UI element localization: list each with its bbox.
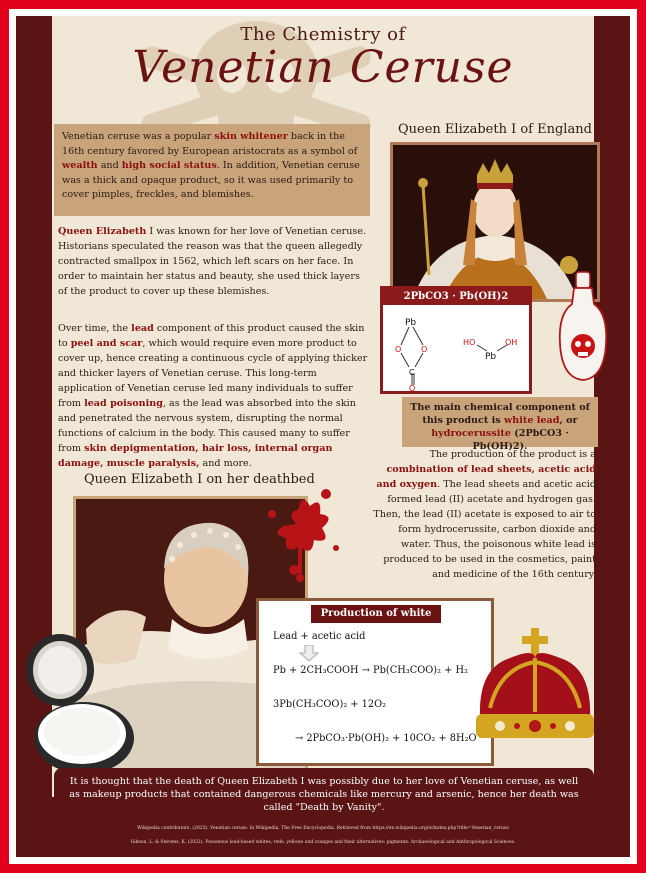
intro-text: . In addition, Venetian ceruse was a thick and opaque product, so it was used primarily to cover pimples, freckles, and blemishes.	[62, 160, 360, 200]
lead-text: component of this product caused the skin to	[58, 323, 365, 349]
intro-highlight: wealth	[62, 160, 98, 171]
lead-highlight: skin depigmentation, hair loss, internal organ damage, muscle paralysis,	[58, 443, 333, 469]
chemical-structure-diagram	[383, 305, 529, 391]
formula-header: 2PbCO3 · Pb(OH)2	[383, 289, 529, 305]
production-text: The production of the product is a	[429, 449, 596, 460]
queen-text: I was known for her love of Venetian ceruse. Historians speculated the reason was that the queen allegedly contracted smallpox in 1562, which left scars on her face. In order to maintain her status and beauty, she used thick layers of the product to cover up these blemishes.	[58, 226, 367, 297]
atom-o-label: O	[409, 384, 416, 391]
poison-bottle-icon	[556, 270, 610, 384]
reference-1: Wikipedia contributors. (2023). Venetian ceruse. In Wikipedia, The Free Encyclopedia. Retrieved from https://en.wikipedia.org/w/index.php?title=Venetian_ceruse	[137, 826, 509, 831]
production-highlight: combination of lead sheets, acetic acid and oxygen	[376, 464, 596, 490]
conclusion-box: It is thought that the death of Queen Elizabeth I was possibly due to her love of Venetian ceruse, as well as makeup products that contained dangerous chemicals like mercury and arsenic, hence her death was called "Death by Vanity".	[54, 768, 594, 820]
production-paragraph	[372, 447, 596, 582]
lead-text: , which would require even more product to cover up, hence creating a continuous cycle of applying thicker and thicker layers of Venetian ceruse. This long-term application of Venetian ceruse led many individuals to suffer from	[58, 338, 368, 409]
lead-highlight: lead	[131, 323, 154, 334]
portrait-label: Queen Elizabeth I of England	[398, 122, 592, 137]
poster	[16, 16, 630, 857]
page-title: Venetian Ceruse	[132, 42, 514, 93]
atom-ho-label: HO	[463, 338, 476, 347]
lead-text: Over time, the	[58, 323, 132, 334]
atom-pb-label: Pb	[485, 352, 497, 362]
svg-text:C: C	[409, 368, 415, 377]
intro-text: back in the 16th century favored by European aristocrats as a symbol of	[62, 131, 358, 157]
down-arrow-icon	[299, 645, 319, 661]
reactants-line: Lead + acetic acid	[273, 631, 366, 642]
production-card	[256, 598, 494, 766]
blood-splatter-icon	[256, 474, 346, 594]
main-component-text: The main chemical component of this product is	[410, 402, 590, 426]
atom-o-label: O	[395, 345, 402, 354]
main-component-box	[402, 397, 598, 452]
intro-box	[54, 124, 370, 216]
main-component-highlight: white lead	[504, 415, 560, 426]
main-component-text: (2PbCO3 · Pb(OH)2).	[472, 428, 569, 452]
reference-2: Gibson, L. & Stevens, K. (2022). Poisonous lead-based whites, reds, yellows and oranges and their alternatives: pigments. Archaeological and Anthropological Sciences.	[130, 840, 516, 845]
equation-1: Pb + 2CH₃COOH → Pb(CH₃COO)₂ + H₂	[273, 665, 468, 676]
queen-paragraph	[58, 224, 368, 299]
formula-card	[380, 286, 532, 394]
lead-highlight: lead poisoning	[84, 398, 163, 409]
lead-paragraph	[58, 321, 370, 471]
title-subheading: The Chemistry of	[240, 24, 406, 45]
atom-o-label: O	[421, 345, 428, 354]
crown-icon	[470, 628, 600, 768]
intro-highlight: high social status	[121, 160, 217, 171]
production-header: Production of white lead	[311, 605, 441, 623]
compact-powder-icon	[22, 628, 142, 778]
queen-highlight: Queen Elizabeth	[58, 226, 147, 237]
intro-text: and	[97, 160, 122, 171]
production-text: . The lead sheets and acetic acid formed lead (II) acetate and hydrogen gas. Then, the lead (II) acetate is exposed to air to form hydrocerussite, carbon dioxide and water. Thus, the poisonous white lead is produced to be used in the cosmetics, paint and medicine of the 16th century.	[373, 479, 596, 580]
atom-pb-label: Pb	[405, 318, 417, 328]
atom-oh-label: OH	[505, 338, 518, 347]
main-component-text: , or	[559, 415, 578, 426]
lead-text: and more.	[199, 458, 252, 469]
equation-3: → 2PbCO₃·Pb(OH)₂ + 10CO₂ + 8H₂O	[295, 733, 477, 744]
equation-2: 3Pb(CH₃COO)₂ + 12O₂	[273, 699, 387, 710]
intro-highlight: skin whitener	[214, 131, 288, 142]
intro-text: Venetian ceruse was a popular	[62, 131, 215, 142]
main-component-highlight: hydrocerussite	[431, 428, 511, 439]
deathbed-label: Queen Elizabeth I on her deathbed	[84, 472, 315, 487]
lead-text: , as the lead was absorbed into the skin and penetrated the nervous system, disrupting the normal functions of calcium in the body. This caused many to suffer from	[58, 398, 356, 454]
lead-highlight: peel and scar	[70, 338, 143, 349]
